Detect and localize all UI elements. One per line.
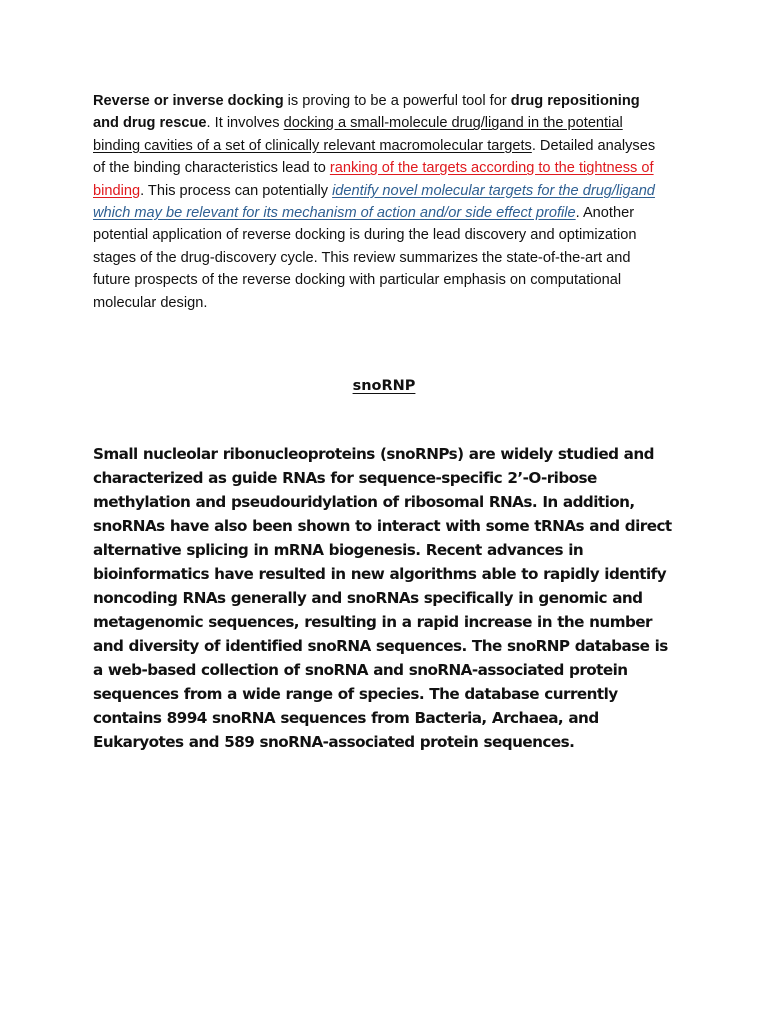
para1-text-4: . This process can potentially <box>140 182 333 199</box>
para1-text-3: . Detailed analyses of the binding characteristics lead to <box>93 137 656 177</box>
term-drug-repositioning: drug repositioning and drug rescue <box>93 93 640 132</box>
underlined-docking-definition: docking a small-molecule drug/ligand in the potential binding cavities of a set of clinically relevant macromolecular targets <box>93 115 623 154</box>
para1-text-2: . It involves <box>206 115 284 132</box>
blue-italic-identify-targets: identify novel molecular targets for the drug/ligand which may be relevant for its mechanism of action and/or side effect profile <box>93 182 655 222</box>
red-underlined-ranking: ranking of the targets according to the tightness of binding <box>93 160 654 199</box>
snornp-paragraph: Small nucleolar ribonucleoproteins (snoRNPs) are widely studied and characterized as guide RNAs for sequence-specific 2’-O-ribose methylation and pseudouridylation of ribosomal RNAs. In addition, snoRNAs have also been shown to interact with some tRNAs and direct alternative splicing in mRNA biogenesis. Recent advances in bioinformatics have resulted in new algorithms able to rapidly identify noncoding RNAs generally and snoRNAs specifically in genomic and metagenomic sequences, resulting in a rapid increase in the number and diversity of identified snoRNA sequences. The snoRNP database is a web-based collection of snoRNA and snoRNA-associated protein sequences from a wide range of species. The database currently contains 8994 snoRNA sequences from Bacteria, Archaea, and Eukaryotes and 589 snoRNA-associated protein sequences. <box>93 445 672 751</box>
term-reverse-docking: Reverse or inverse docking <box>93 93 284 109</box>
reverse-docking-paragraph <box>93 90 668 314</box>
para1-text-1: is proving to be a powerful tool for <box>283 93 511 109</box>
snornp-heading: snoRNP <box>352 378 416 394</box>
para1-text-5: . Another potential application of reverse docking is during the lead discovery and optimization stages of the drug-discovery cycle. This review summarizes the state-of-the-art and future prospects of the reverse docking with particular emphasis on computational molecular design. <box>93 205 637 311</box>
